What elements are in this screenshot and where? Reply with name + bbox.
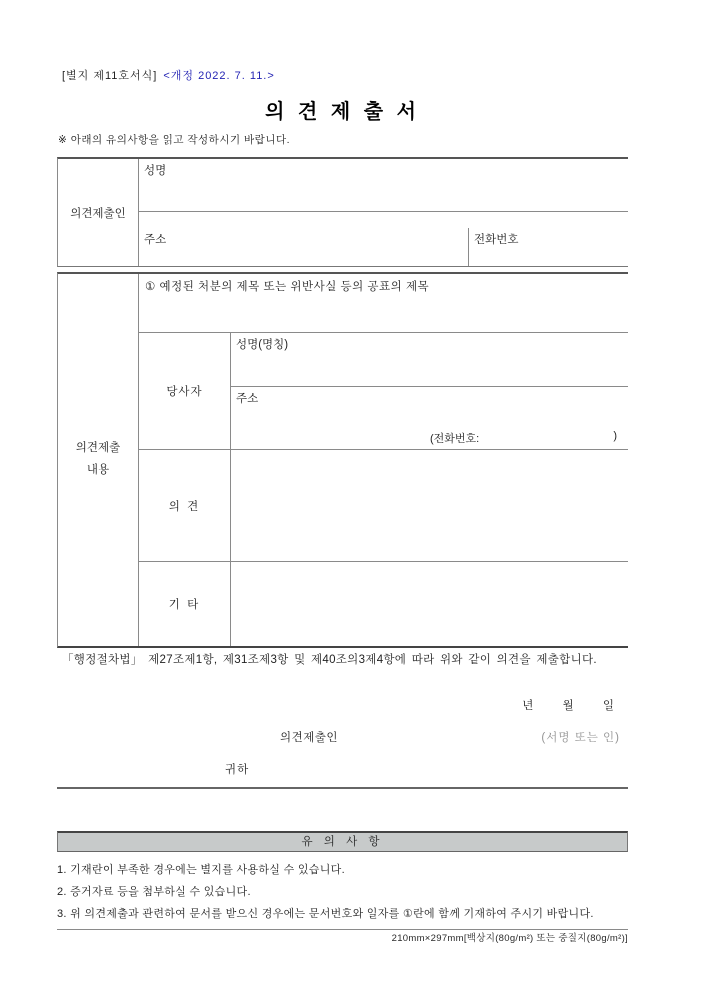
submitter-address-row <box>139 228 628 266</box>
notice-item-1: 1. 기재란이 부족한 경우에는 별지를 사용하실 수 있습니다. <box>57 864 345 876</box>
section-divider <box>57 787 628 789</box>
party-name-field[interactable] <box>231 333 628 387</box>
recipient-label: 귀하 <box>225 764 250 776</box>
party-name-label: 성명(명칭) <box>236 339 289 351</box>
submitter-row-label: 의견제출인 <box>58 159 139 266</box>
party-phone-prefix: (전화번호: <box>430 433 480 445</box>
party-address-label: 주소 <box>236 393 259 405</box>
legal-declaration-text: 「행정절차법」 제27조제1항, 제31조제3항 및 제40조의3제4항에 따라 위와 같이 의견을 제출합니다. <box>62 654 597 666</box>
content-row-label <box>58 274 139 646</box>
etc-row-label: 기 타 <box>139 562 231 646</box>
content-row-label-line1: 의견제출 <box>75 442 121 455</box>
date-day-label: 일 <box>602 700 614 712</box>
planned-disposition-title-label: ① 예정된 처분의 제목 또는 위반사실 등의 공표의 제목 <box>145 281 430 293</box>
form-reference <box>62 67 275 83</box>
notice-item-list <box>57 852 628 925</box>
notice-item-2: 2. 증거자료 등을 첨부하실 수 있습니다. <box>57 886 251 898</box>
submitter-address-label: 주소 <box>144 234 167 246</box>
date-month-label: 월 <box>562 700 574 712</box>
date-year-label: 년 <box>522 700 534 712</box>
content-row-label-line2: 내용 <box>86 464 110 476</box>
signature-line <box>57 729 628 745</box>
submitter-address-field[interactable] <box>139 228 469 266</box>
submitter-name-label: 성명 <box>144 165 167 177</box>
notice-header-bar: 유 의 사 항 <box>57 831 628 852</box>
signature-or-seal-note: (서명 또는 인) <box>541 732 620 744</box>
submitter-name-field[interactable] <box>139 159 628 212</box>
form-ref-number: [별지 제11호서식] <box>62 70 158 82</box>
opinion-content-table <box>57 272 628 648</box>
etc-field[interactable] <box>231 562 628 646</box>
date-line <box>57 697 628 713</box>
page-title: 의 견 제 출 서 <box>265 101 420 123</box>
party-phone-line <box>236 430 623 446</box>
submitter-table <box>57 157 628 267</box>
paper-spec-footer: 210mm×297mm[백상지(80g/m²) 또는 중질지(80g/m²)] <box>391 933 628 944</box>
submitter-phone-label: 전화번호 <box>474 234 519 246</box>
planned-disposition-title-field[interactable] <box>139 274 628 333</box>
opinion-field[interactable] <box>231 450 628 562</box>
instruction-note: ※ 아래의 유의사항을 읽고 작성하시기 바랍니다. <box>58 134 291 146</box>
party-phone-suffix: ) <box>613 430 617 442</box>
notice-section <box>57 831 628 930</box>
party-address-field[interactable] <box>231 387 628 450</box>
notice-item-3: 3. 위 의견제출과 관련하여 문서를 받으신 경우에는 문서번호와 일자를 ①란에 함께 기재하여 주시기 바랍니다. <box>57 908 594 920</box>
signature-submitter-label: 의견제출인 <box>280 732 339 744</box>
party-row-label: 당사자 <box>139 333 231 450</box>
revision-date: <개정 2022. 7. 11.> <box>163 70 275 82</box>
opinion-row-label: 의 견 <box>139 450 231 562</box>
submitter-phone-field[interactable] <box>469 228 628 266</box>
